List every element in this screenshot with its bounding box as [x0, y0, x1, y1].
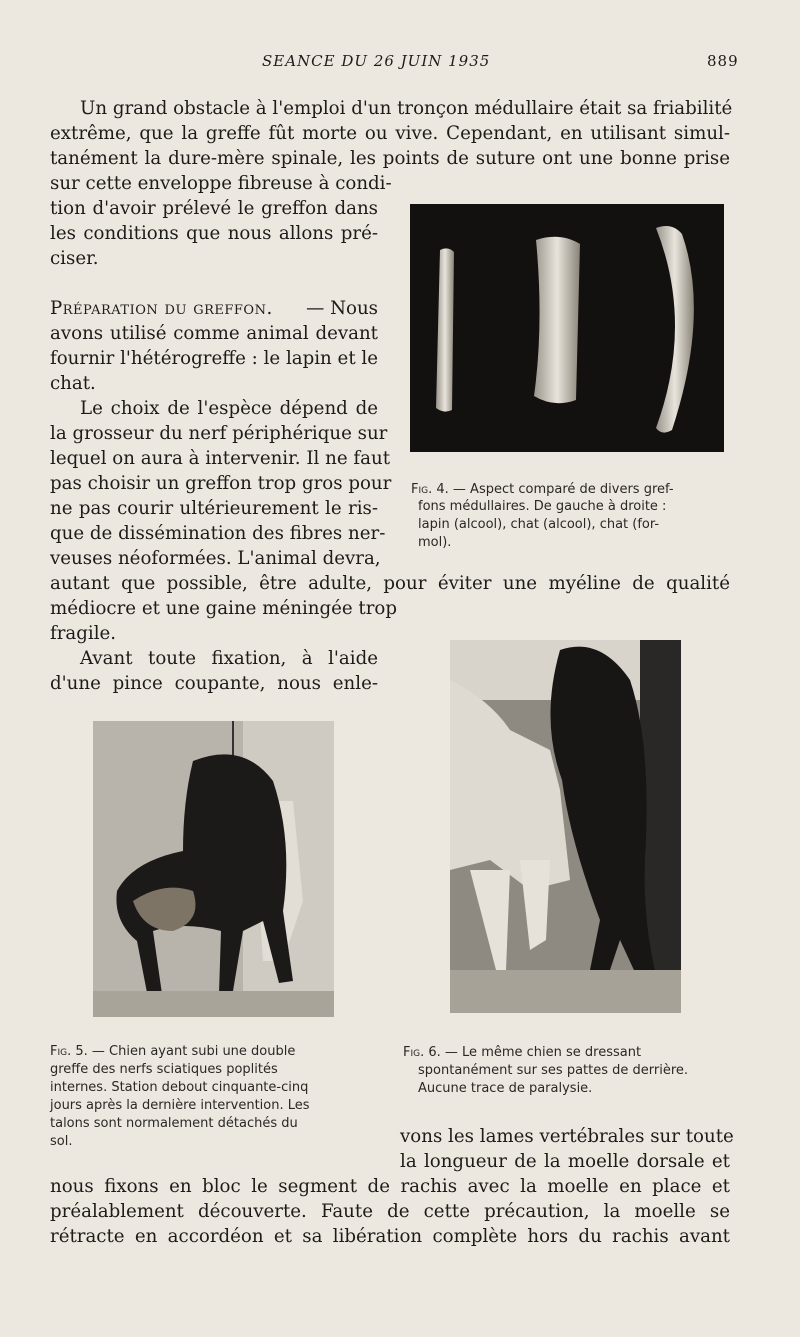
body-line: préalablement découverte. Faute de cette précaution, la moelle se [50, 1201, 730, 1222]
fig6-caption-line: Aucune trace de paralysie. [418, 1081, 593, 1096]
body-line: d'une pince coupante, nous enle- [50, 673, 378, 694]
body-line: Un grand obstacle à l'emploi d'un tronçon médullaire était sa friabilité [80, 98, 733, 119]
section-heading-line [50, 296, 378, 321]
body-line: que de dissémination des fibres ner- [50, 523, 386, 544]
body-line: pas choisir un greffon trop gros pour [50, 473, 392, 494]
fig6-caption-line: spontanément sur ses pattes de derrière. [418, 1063, 689, 1078]
body-line: Avant toute fixation, à l'aide [80, 648, 378, 669]
fig5-caption-line: jours après la dernière intervention. Les [50, 1098, 310, 1113]
running-header-title: SEANCE DU 26 JUIN 1935 [262, 52, 491, 70]
body-line: nous fixons en bloc le segment de rachis avec la moelle en place et [50, 1176, 730, 1197]
fig5-label: Fig. 5. [50, 1044, 88, 1059]
section-heading-dash: — Nous [306, 298, 378, 319]
fig5-caption-line: greffe des nerfs sciatiques poplités [50, 1062, 278, 1077]
body-line: vons les lames vertébrales sur toute [400, 1126, 734, 1147]
body-line: ciser. [50, 248, 99, 269]
body-line: avons utilisé comme animal devant [50, 323, 378, 344]
fig5-caption-line: internes. Station debout cinquante-cinq [50, 1080, 309, 1095]
fig4-caption-line: fons médullaires. De gauche à droite : [418, 499, 667, 514]
fig4-caption-line: mol). [418, 535, 452, 550]
fig5-caption-line: Fig. 5. — Chien ayant subi une double [50, 1044, 296, 1059]
fig5-caption-line: talons sont normalement détachés du [50, 1116, 298, 1131]
body-line: la grosseur du nerf périphérique sur [50, 423, 388, 444]
body-line: rétracte en accordéon et sa libération complète hors du rachis avant [50, 1226, 730, 1247]
page-number: 889 [707, 52, 739, 70]
fig4-caption-line: Fig. 4. — Aspect comparé de divers gref- [411, 482, 674, 497]
section-heading: Préparation du greffon. [50, 298, 273, 319]
fig5-caption-line: sol. [50, 1134, 73, 1149]
fig6-photo [450, 640, 681, 1013]
fig6-caption-line: Fig. 6. — Le même chien se dressant [403, 1045, 642, 1060]
body-line: lequel on aura à intervenir. Il ne faut [50, 448, 391, 469]
body-line: Le choix de l'espèce dépend de [80, 398, 378, 419]
body-line: extrême, que la greffe fût morte ou vive. Cependant, en utilisant simul- [50, 123, 730, 144]
fig4-label: Fig. 4. [411, 482, 449, 497]
body-line: médiocre et une gaine méningée trop [50, 598, 398, 619]
fig5-photo [93, 721, 334, 1017]
body-line: les conditions que nous allons pré- [50, 223, 378, 244]
fig4-caption-line: lapin (alcool), chat (alcool), chat (for- [418, 517, 660, 532]
fig6-label: Fig. 6. [403, 1045, 441, 1060]
body-line: tanément la dure-mère spinale, les points de suture ont une bonne prise [50, 148, 730, 169]
graft-cat-alcohol [534, 237, 580, 403]
body-line: sur cette enveloppe fibreuse à condi- [50, 173, 392, 194]
body-line: ne pas courir ultérieurement le ris- [50, 498, 378, 519]
body-line: chat. [50, 373, 96, 394]
body-line: la longueur de la moelle dorsale et [400, 1151, 730, 1172]
body-line: veuses néoformées. L'animal devra, [50, 548, 381, 569]
body-line: fragile. [50, 623, 117, 644]
body-line: fournir l'hétérogreffe : le lapin et le [50, 348, 378, 369]
body-line: tion d'avoir prélevé le greffon dans [50, 198, 378, 219]
fig4-photo [410, 204, 724, 452]
body-line: autant que possible, être adulte, pour éviter une myéline de qualité [50, 573, 730, 594]
